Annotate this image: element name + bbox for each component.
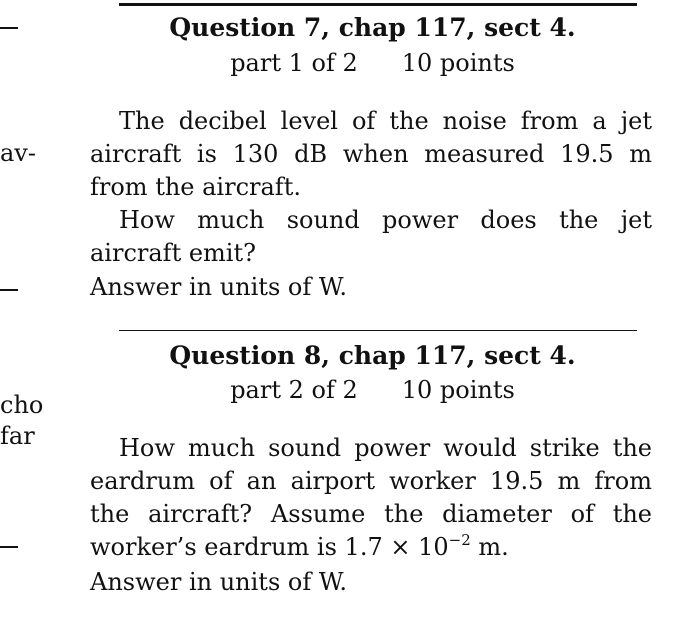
question-7-top-rule <box>119 3 637 6</box>
left-column-rule-3 <box>0 546 18 548</box>
question-8-paragraph-text: How much sound power would strike the eardrum of an airport worker 19.5 m from the aircraft? Assume the diameter of the worker’s eardrum is 1.7 × 10 <box>90 434 652 561</box>
question-8-title: Question 8, chap 117, sect 4. <box>169 341 576 370</box>
question-7-answer-units: Answer in units of W. <box>90 273 347 301</box>
question-8-points: 10 points <box>401 376 515 404</box>
question-7-points: 10 points <box>401 49 515 77</box>
question-8-exponent: −2 <box>448 531 471 549</box>
question-8-top-rule <box>119 330 637 331</box>
question-7-paragraph-2: How much sound power does the jet aircraft emit? <box>90 206 652 267</box>
left-column-rule-1 <box>0 27 18 29</box>
left-column-fragment: av- <box>0 139 36 167</box>
question-7-part: part 1 of 2 <box>230 49 358 77</box>
left-column-fragment: far <box>0 422 35 450</box>
question-8-paragraph-tail: m. <box>470 533 509 561</box>
question-8-answer-units: Answer in units of W. <box>90 568 347 596</box>
question-8-paragraph-1 <box>90 432 652 564</box>
question-7-paragraph-1: The decibel level of the noise from a jet aircraft is 130 dB when measured 19.5 m from the aircraft. <box>90 107 652 201</box>
left-column-fragment: cho <box>0 391 44 419</box>
left-column-rule-2 <box>0 289 18 291</box>
question-7-part-line <box>90 48 655 78</box>
question-7-title: Question 7, chap 117, sect 4. <box>169 13 576 42</box>
question-8-part: part 2 of 2 <box>230 376 358 404</box>
question-8-part-line <box>90 375 655 405</box>
